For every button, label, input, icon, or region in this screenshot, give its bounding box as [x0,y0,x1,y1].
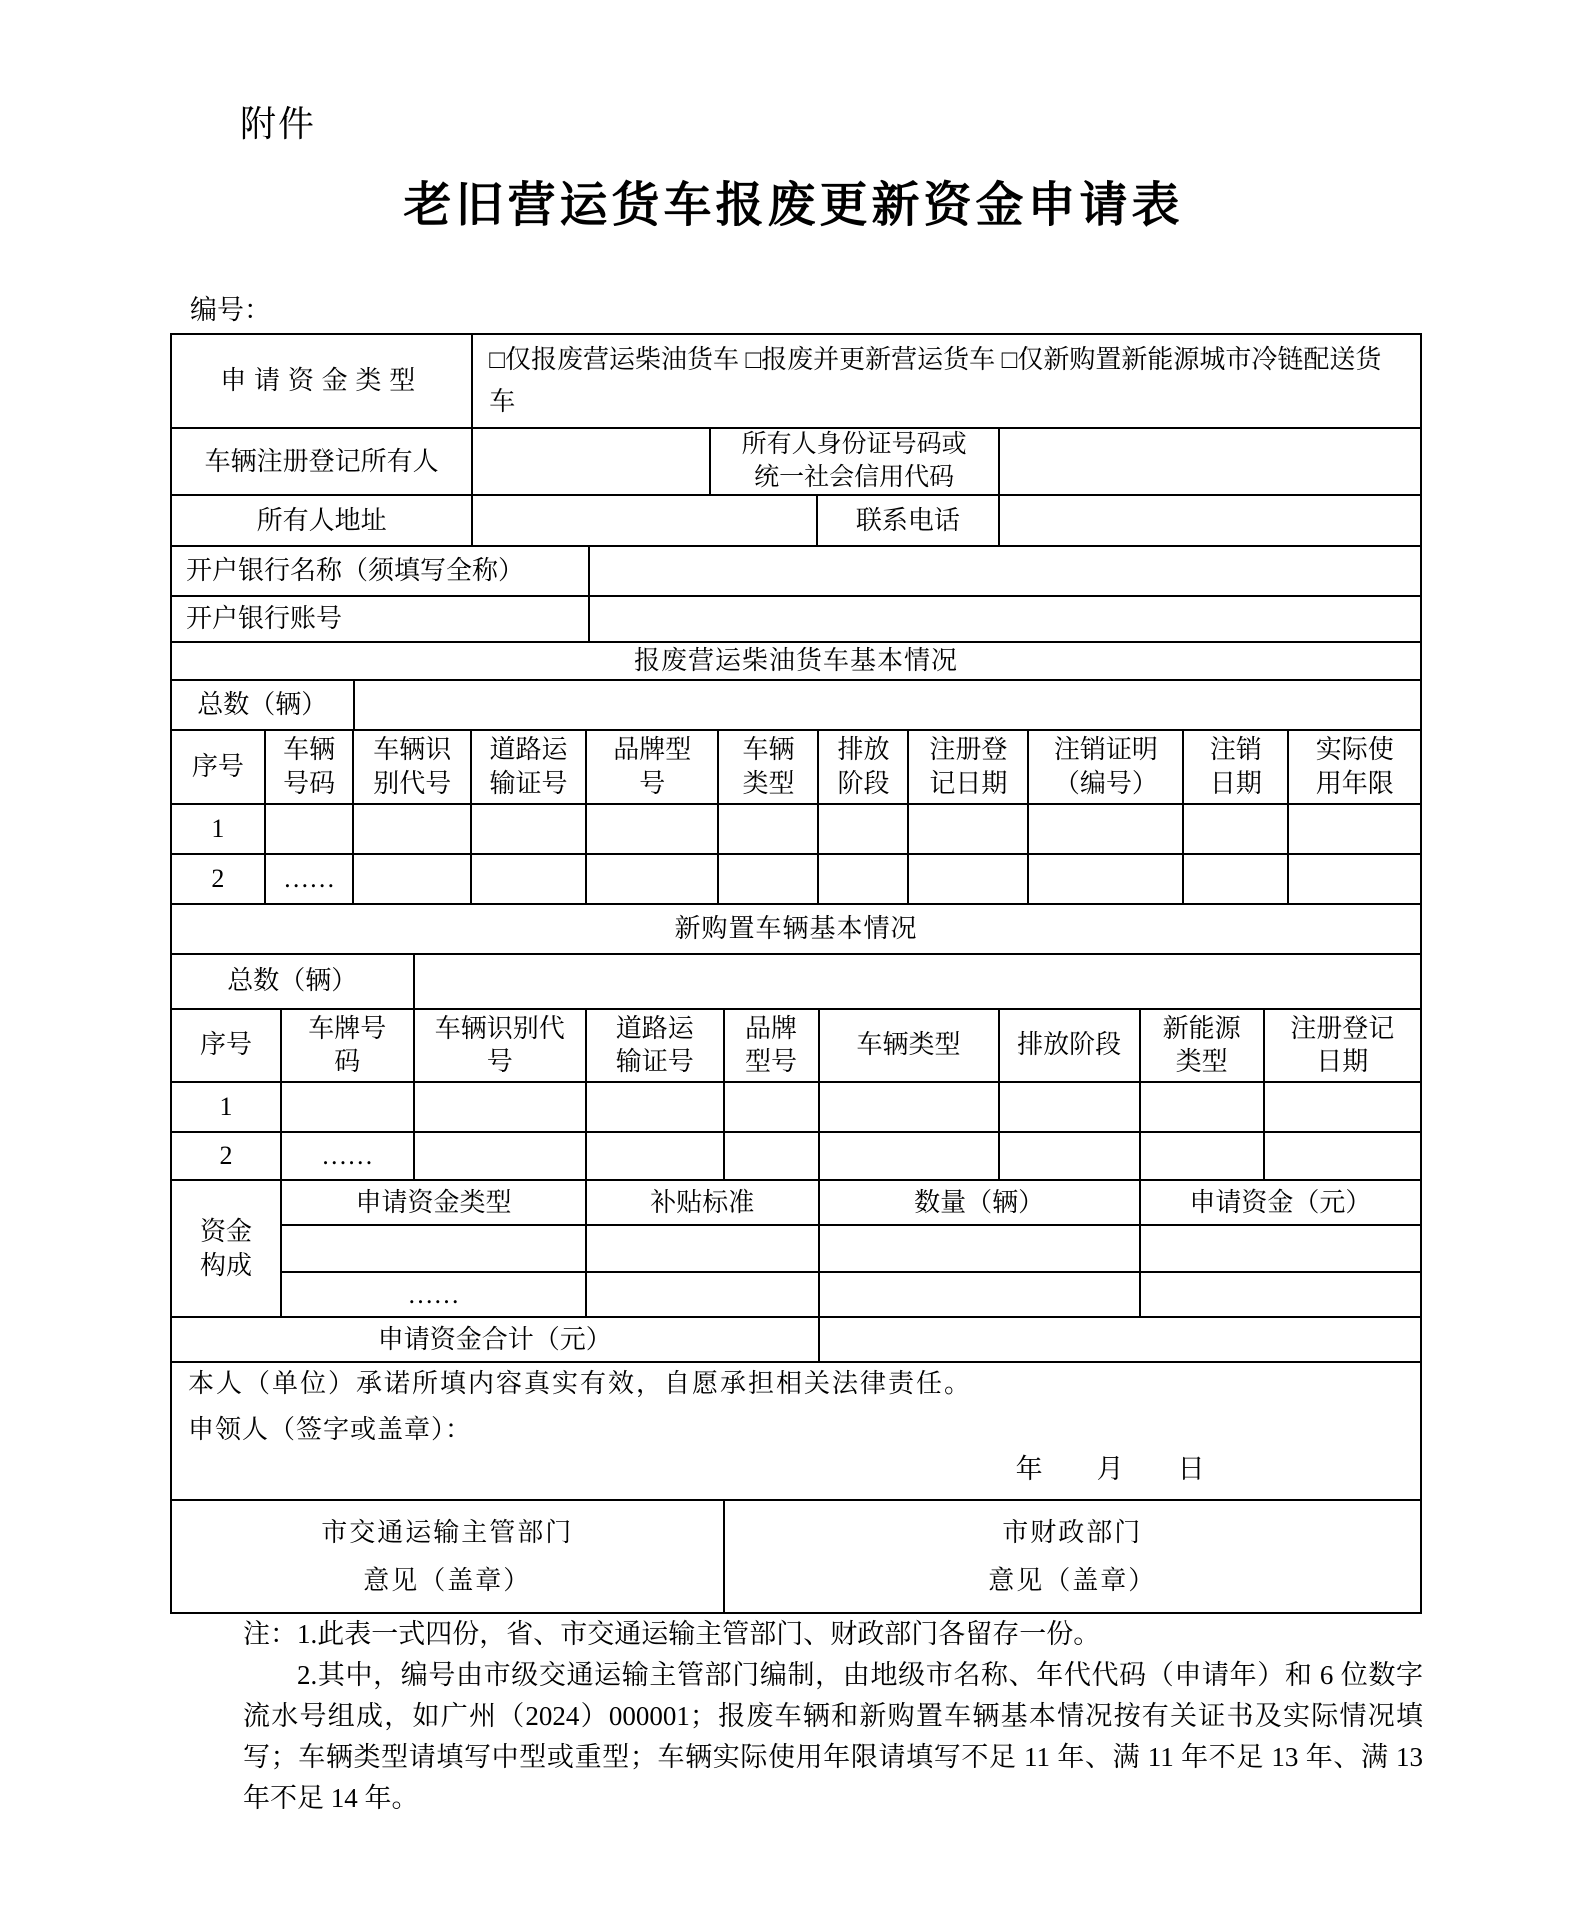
purchase-header-row [171,1009,1421,1083]
scrap-col-header: 注销日期 [1183,730,1288,804]
purchase-row-cell: …… [281,1132,414,1180]
owner-id-label-line1: 所有人身份证号码或 [741,431,967,458]
phone-label: 联系电话 [817,495,998,546]
scrap-row-cell [1028,804,1183,854]
bank-name-row [170,545,1422,597]
funding-header-row [171,1180,1421,1225]
finance-dept-seal-label: 意见（盖章） [988,1565,1157,1595]
purchase-row-cell [999,1132,1140,1180]
scrap-row-cell [1288,854,1421,904]
funding-row-cell [1140,1272,1421,1317]
purchase-row-cell [819,1082,999,1132]
purchase-total-value-cell [414,954,1422,1009]
scrap-data-row [171,804,1421,854]
purchase-total-label: 总数（辆） [171,954,414,1009]
scrap-col-header: 道路运输证号 [471,730,586,804]
funding-total-label: 申请资金合计（元） [171,1317,819,1362]
serial-number-label: 编号： [190,295,271,325]
purchase-row-cell [999,1082,1140,1132]
purchase-row-cell [724,1082,819,1132]
purchase-col-header: 注册登记日期 [1264,1009,1422,1083]
transport-dept-opinion-cell [171,1500,724,1613]
purchase-section-title: 新购置车辆基本情况 [171,904,1421,954]
purchase-col-header: 车辆识别代号 [414,1009,587,1083]
scrap-row-cell [471,854,586,904]
purchase-row-cell [586,1132,724,1180]
purchase-row-cell [414,1132,587,1180]
application-form-table [170,333,1422,1614]
scrap-row-cell [718,804,818,854]
transport-dept-seal-label: 意见（盖章） [363,1565,532,1595]
purchase-col-header: 车牌号码 [281,1009,414,1083]
bank-account-label: 开户银行账号 [171,596,589,642]
scrap-row-cell [908,804,1028,854]
scrap-row-cell [1183,804,1288,854]
funding-data-row [171,1272,1421,1317]
purchase-col-header: 序号 [171,1009,281,1083]
scrap-col-header: 实际使用年限 [1288,730,1421,804]
funding-col-header: 申请资金类型 [281,1180,586,1225]
scrap-row-cell [818,804,908,854]
funding-row-cell [586,1272,819,1317]
commitment-text: 本人（单位）承诺所填内容真实有效，自愿承担相关法律责任。 [188,1369,973,1399]
bank-name-label: 开户银行名称（须填写全称） [171,546,589,596]
funding-data-row [171,1225,1421,1272]
date-line: 年 月 日 [1015,1454,1205,1485]
purchase-row-cell [281,1082,414,1132]
scrap-total-label: 总数（辆） [171,680,354,730]
funding-row-cell [1140,1225,1421,1272]
scrap-row-cell [265,804,354,854]
scrap-total-value-cell [354,680,1422,730]
bank-account-row [170,595,1422,643]
scrap-section-header [170,641,1422,681]
footnote-2: 2.其中，编号由市级交通运输主管部门编制，由地级市名称、年代代码（申请年）和 6 位数字流水号组成，如广州（2024）000001；报废车辆和新购置车辆基本情况按有关证书及实际情况填写；车辆类型请填写中型或重型；车辆实际使用年限请填写不足 11 年、满 11 年不足 13 年、满 13 年不足 14 年。 [243,1660,1423,1813]
scrap-row-no: 2 [171,854,265,904]
scrap-row-cell [353,804,471,854]
funding-breakdown-label: 资金构成 [171,1180,281,1317]
scrap-col-header: 序号 [171,730,265,804]
owner-address-value-cell [472,495,817,546]
scrap-col-header: 注册登记日期 [908,730,1028,804]
purchase-section-header [170,903,1422,955]
purchase-row-cell [414,1082,587,1132]
purchase-row-no: 1 [171,1082,281,1132]
scrap-row-cell [471,804,586,854]
purchase-vehicles-table [170,1008,1422,1182]
owner-row [170,427,1422,496]
funding-type-label: 申请资金类型 [171,334,472,428]
scrap-row-no: 1 [171,804,265,854]
page-title: 老旧营运货车报废更新资金申请表 [403,179,1184,232]
scrap-col-header: 车辆号码 [265,730,354,804]
purchase-row-cell [1264,1082,1422,1132]
scrap-row-cell [586,854,719,904]
address-row [170,494,1422,547]
funding-row-cell [586,1225,819,1272]
purchase-row-cell [1140,1082,1264,1132]
scrap-row-cell [353,854,471,904]
funding-row-cell [281,1225,586,1272]
purchase-col-header: 排放阶段 [999,1009,1140,1083]
purchase-col-header: 新能源类型 [1140,1009,1264,1083]
scrap-row-cell [1183,854,1288,904]
funding-breakdown-table [170,1179,1422,1363]
scrap-col-header: 注销证明（编号） [1028,730,1183,804]
funding-col-header: 补贴标准 [586,1180,819,1225]
scrap-vehicles-table [170,729,1422,905]
purchase-row-cell [724,1132,819,1180]
owner-id-label [710,428,999,495]
owner-id-label-line2: 统一社会信用代码 [754,463,955,491]
purchase-total-row [170,953,1422,1010]
registered-owner-value-cell [472,428,710,495]
approval-row [170,1499,1422,1614]
scrap-row-cell [1028,854,1183,904]
funding-row-cell [819,1272,1140,1317]
finance-dept-opinion-cell [724,1500,1422,1613]
declaration-cell [171,1362,1421,1500]
scrap-row-cell [586,804,719,854]
scrap-row-cell [908,854,1028,904]
footnotes [243,1614,1423,1819]
registered-owner-label: 车辆注册登记所有人 [171,428,472,495]
funding-type-row [170,333,1422,429]
purchase-row-cell [1140,1132,1264,1180]
owner-id-value-cell [999,428,1422,495]
scrap-section-title: 报废营运柴油货车基本情况 [171,642,1421,680]
scrap-col-header: 车辆类型 [718,730,818,804]
scrap-row-cell [718,854,818,904]
purchase-row-cell [1264,1132,1422,1180]
purchase-data-row [171,1132,1421,1180]
scrap-row-cell: …… [265,854,354,904]
purchase-row-no: 2 [171,1132,281,1180]
scrap-col-header: 品牌型号 [586,730,719,804]
owner-address-label: 所有人地址 [171,495,472,546]
funding-col-header: 申请资金（元） [1140,1180,1421,1225]
scrap-row-cell [818,854,908,904]
scrap-data-row [171,854,1421,904]
purchase-col-header: 车辆类型 [819,1009,999,1083]
funding-total-value-cell [819,1317,1422,1362]
purchase-col-header: 道路运输证号 [586,1009,724,1083]
scrap-total-row [170,679,1422,731]
attachment-label: 附件 [240,104,317,144]
purchase-col-header: 品牌型号 [724,1009,819,1083]
signer-label: 申领人（签字或盖章）： [188,1414,473,1444]
finance-dept-name: 市财政部门 [1002,1517,1143,1547]
scrap-row-cell [1288,804,1421,854]
transport-dept-name: 市交通运输主管部门 [321,1517,574,1547]
declaration-row [170,1361,1422,1501]
purchase-row-cell [819,1132,999,1180]
bank-account-value-cell [589,596,1422,642]
scrap-header-row [171,730,1421,804]
funding-type-options: □仅报废营运柴油货车 □报废并更新营运货车 □仅新购置新能源城市冷链配送货车 [472,334,1421,428]
scrap-col-header: 排放阶段 [818,730,908,804]
scrap-col-header: 车辆识别代号 [353,730,471,804]
bank-name-value-cell [589,546,1422,596]
funding-row-cell: …… [281,1272,586,1317]
purchase-row-cell [586,1082,724,1132]
footnote-1: 注：1.此表一式四份，省、市交通运输主管部门、财政部门各留存一份。 [243,1619,1101,1649]
phone-value-cell [999,495,1422,546]
purchase-data-row [171,1082,1421,1132]
funding-row-cell [819,1225,1140,1272]
funding-col-header: 数量（辆） [819,1180,1140,1225]
funding-total-row [171,1317,1421,1362]
